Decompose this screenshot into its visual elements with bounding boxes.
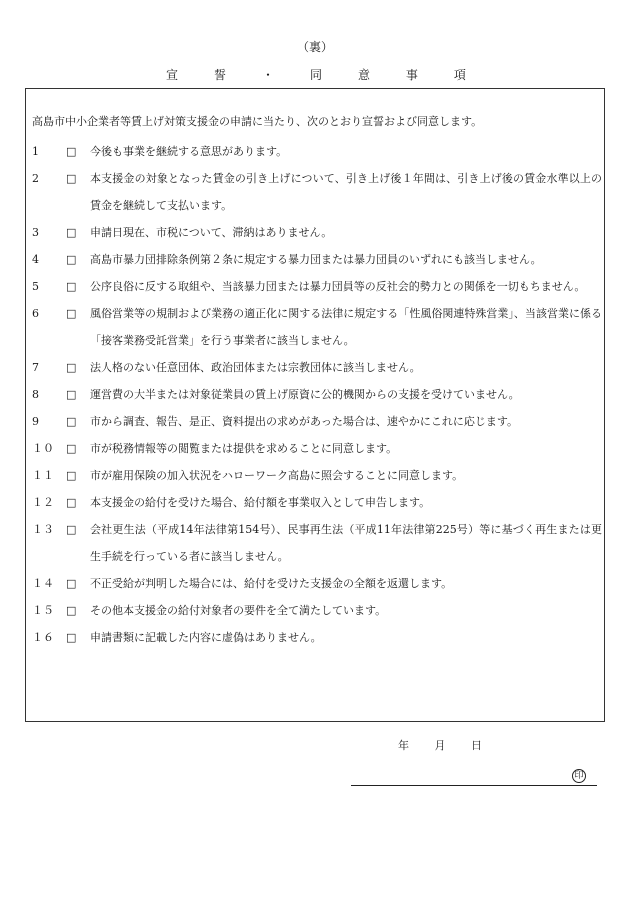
title-char: 宣 [166,68,179,82]
intro-text: 高島市中小企業者等賃上げ対策支援金の申請に当たり、次のとおり宣誓および同意します。 [32,115,483,128]
title-char: ・ [261,68,274,82]
item-text: 申請書類に記載した内容に虚偽はありません。 [90,631,322,644]
title-char: 事 [405,68,418,82]
item-checkbox[interactable]: □ [66,523,77,536]
declaration-item [26,462,606,489]
item-checkbox[interactable]: □ [66,253,77,266]
declaration-item [26,597,606,624]
declaration-item [26,516,606,570]
title-char: 意 [357,68,370,82]
declaration-item [26,300,606,354]
item-checkbox[interactable]: □ [66,388,77,401]
date-year-label: 年 [398,739,409,752]
item-text: 本支援金の給付を受けた場合、給付額を事業収入として申告します。 [90,496,431,509]
item-checkbox[interactable]: □ [66,361,77,374]
declaration-item [26,246,606,273]
declaration-item [26,165,606,219]
declaration-list [26,138,606,651]
item-text: 今後も事業を継続する意思があります。 [90,145,288,158]
item-text: 風俗営業等の規制および業務の適正化に関する法律に規定する「性風俗関連特殊営業」、当該営業に係る「接客業務受託営業」を行う事業者に該当しません。 [90,307,602,347]
date-line [398,737,482,753]
item-text: 法人格のない任意団体、政治団体または宗教団体に該当しません。 [90,361,421,374]
item-checkbox[interactable]: □ [66,172,77,185]
item-number: 3 [32,226,39,239]
item-number: １１ [32,469,54,482]
item-number: １４ [32,577,54,590]
item-text: 本支援金の対象となった賃金の引き上げについて、引き上げ後１年間は、引き上げ後の賃金水準以上の賃金を継続して支払います。 [90,172,602,212]
document-title [166,66,466,83]
item-number: 8 [32,388,39,401]
item-checkbox[interactable]: □ [66,307,77,320]
item-number: １０ [32,442,54,455]
declaration-item [26,435,606,462]
item-text: 市が税務情報等の閲覧または提供を求めることに同意します。 [90,442,398,455]
item-checkbox[interactable]: □ [66,442,77,455]
item-text: 高島市暴力団排除条例第２条に規定する暴力団または暴力団員のいずれにも該当しません。 [90,253,542,266]
item-checkbox[interactable]: □ [66,280,77,293]
title-char: 項 [453,68,466,82]
item-text: 運営費の大半または対象従業員の賃上げ原資に公的機関からの支援を受けていません。 [90,388,520,401]
date-month-label: 月 [434,739,446,752]
item-checkbox[interactable]: □ [66,415,77,428]
item-checkbox[interactable]: □ [66,145,77,158]
signature-line[interactable] [351,785,597,786]
item-text: 申請日現在、市税について、滞納はありません。 [90,226,333,239]
item-checkbox[interactable]: □ [66,631,77,644]
item-text: 会社更生法（平成14年法律第154号）、民事再生法（平成11年法律第225号）等に基づく再生または更生手続を行っている者に該当しません。 [90,523,602,563]
date-day-label: 日 [471,739,482,752]
declaration-item [26,381,606,408]
title-char: 誓 [213,68,226,82]
item-number: １６ [32,631,54,644]
declaration-item [26,273,606,300]
item-checkbox[interactable]: □ [66,469,77,482]
item-number: １３ [32,523,54,536]
declaration-item [26,408,606,435]
item-checkbox[interactable]: □ [66,604,77,617]
item-text: 市から調査、報告、是正、資料提出の求めがあった場合は、速やかにこれに応じます。 [90,415,519,428]
item-number: 5 [32,280,39,293]
item-number: 7 [32,361,39,374]
seal-mark: 印 [572,769,586,783]
item-number: １２ [32,496,54,509]
declaration-item [26,570,606,597]
title-char: 同 [309,68,322,82]
item-text: その他本支援金の給付対象者の要件を全て満たしています。 [90,604,387,617]
item-number: １５ [32,604,54,617]
declaration-item [26,219,606,246]
item-text: 市が雇用保険の加入状況をハローワーク高島に照会することに同意します。 [90,469,464,482]
declaration-item [26,624,606,651]
declaration-item [26,354,606,381]
item-number: 1 [32,145,39,158]
declaration-item [26,138,606,165]
item-checkbox[interactable]: □ [66,496,77,509]
page-side-label: （裏） [296,40,333,54]
item-number: 4 [32,253,39,266]
item-text: 公序良俗に反する取組や、当該暴力団または暴力団員等の反社会的勢力との関係を一切もちません。 [90,280,586,293]
item-text: 不正受給が判明した場合には、給付を受けた支援金の全額を返還します。 [90,577,453,590]
item-checkbox[interactable]: □ [66,577,77,590]
item-checkbox[interactable]: □ [66,226,77,239]
item-number: 9 [32,415,39,428]
declaration-item [26,489,606,516]
item-number: 2 [32,172,39,185]
declaration-box [25,88,605,722]
item-number: 6 [32,307,39,320]
